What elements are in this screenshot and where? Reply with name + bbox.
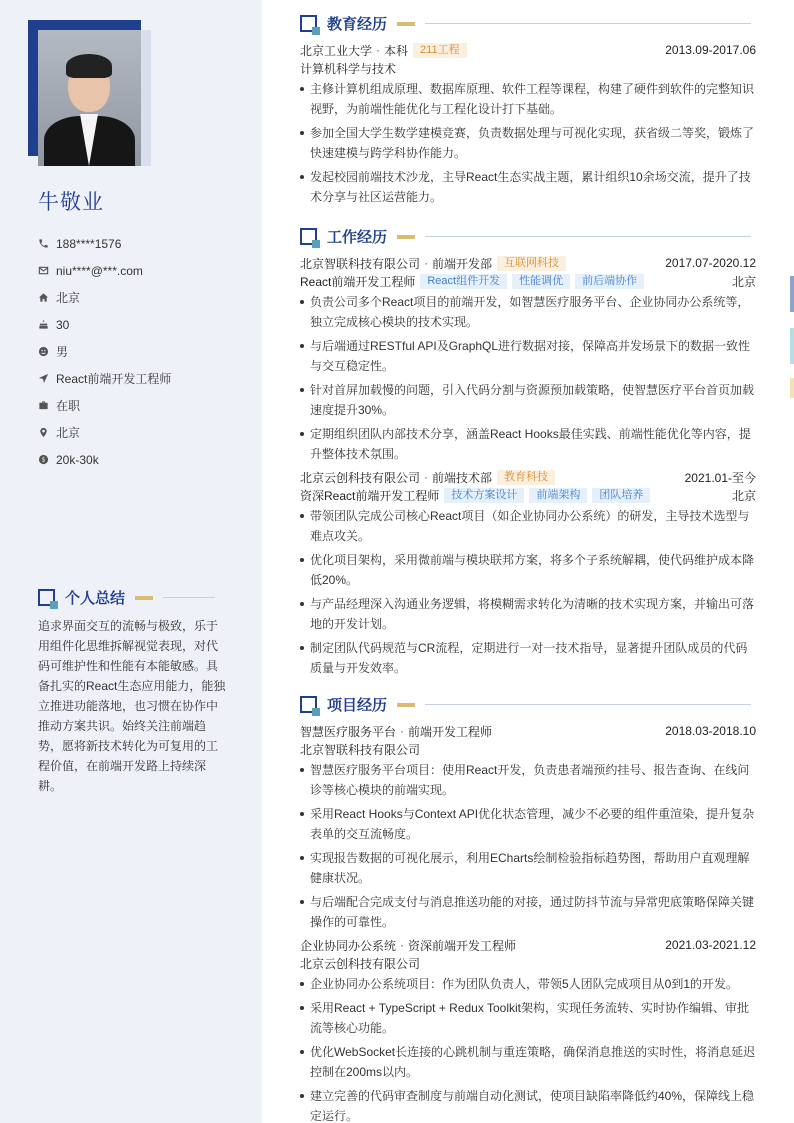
title-divider (425, 23, 751, 24)
project-bullets (300, 974, 756, 1123)
education-date: 2013.09-2017.06 (665, 43, 756, 57)
project-company: 北京智联科技有限公司 (300, 742, 421, 757)
project-header (300, 722, 756, 740)
project-bullets (300, 760, 756, 932)
salary-text: 20k-30k (56, 452, 99, 467)
location-icon (38, 427, 49, 438)
job-role: React前端开发工程师 (300, 274, 416, 289)
section-square-icon (38, 589, 55, 606)
job-date: 2021.01-至今 (684, 470, 756, 485)
city-text: 北京 (56, 291, 81, 305)
summary-title: 个人总结 (65, 590, 126, 607)
job-header (300, 254, 756, 272)
education-header (300, 41, 756, 59)
info-email (38, 257, 171, 284)
edge-decoration-gold (790, 378, 794, 398)
skill-tag: 性能调优 (512, 274, 570, 289)
section-square-icon (300, 15, 317, 32)
project-company-row (300, 740, 756, 758)
list-item: 针对首屏加载慢的问题，引入代码分割与资源预加载策略，使智慧医疗平台首页加载速度提升30%。 (300, 380, 756, 420)
industry-tag: 互联网科技 (497, 256, 566, 271)
work-section-title (300, 226, 751, 247)
job-date: 2017.07-2020.12 (665, 256, 756, 270)
contact-info-list (38, 230, 171, 473)
list-item: 定期组织团队内部技术分享，涵盖React Hooks最佳实践、前端性能优化等内容，提升整体技术氛围。 (300, 424, 756, 464)
separator: · (400, 724, 405, 738)
job-bullets (300, 506, 756, 678)
work-title: 工作经历 (327, 229, 388, 246)
edge-decoration-blue (790, 276, 794, 312)
title-divider (425, 236, 751, 237)
school-tag: 211工程 (413, 43, 467, 58)
education-title: 教育经历 (327, 16, 388, 33)
job-role: 资深React前端开发工程师 (300, 488, 440, 503)
title-accent-bar (135, 596, 153, 600)
title-accent-bar (397, 22, 415, 26)
gender-text: 男 (56, 345, 69, 359)
face-icon (38, 346, 49, 357)
job-role-row (300, 272, 756, 290)
info-salary (38, 446, 171, 473)
project-date: 2021.03-2021.12 (665, 938, 756, 952)
job-role-row (300, 486, 756, 504)
home-icon (38, 292, 49, 303)
project-name: 智慧医疗服务平台 (300, 724, 397, 739)
sidebar (0, 0, 262, 1123)
job-city: 北京 (731, 488, 756, 503)
job-header (300, 468, 756, 486)
title-divider (163, 597, 215, 598)
list-item: 参加全国大学生数学建模竞赛，负责数据处理与可视化实现，获省级二等奖，锻炼了快速建模与跨学科协作能力。 (300, 123, 756, 163)
department: 前端开发部 (432, 256, 493, 271)
projects-title: 项目经历 (327, 697, 388, 714)
phone-text: 188****1576 (56, 236, 122, 251)
list-item: 带领团队完成公司核心React项目（如企业协同办公系统）的研发，主导技术选型与难点攻关。 (300, 506, 756, 546)
info-age (38, 311, 171, 338)
info-status (38, 392, 171, 419)
list-item: 优化WebSocket长连接的心跳机制与重连策略，确保消息推送的实时性，将消息延迟控制在200ms以内。 (300, 1042, 756, 1082)
edge-decoration-teal (790, 328, 794, 364)
list-item: 制定团队代码规范与CR流程，定期进行一对一技术指导，显著提升团队成员的代码质量与开发效率。 (300, 638, 756, 678)
project-company-row (300, 954, 756, 972)
school-name: 北京工业大学 (300, 43, 373, 58)
list-item: 主修计算机组成原理、数据库原理、软件工程等课程，构建了硬件到软件的完整知识视野，为前端性能优化与工程化设计打下基础。 (300, 79, 756, 119)
major-row (300, 59, 756, 77)
project-date: 2018.03-2018.10 (665, 724, 756, 738)
skill-tag: 技术方案设计 (444, 488, 524, 503)
list-item: 与后端配合完成支付与消息推送功能的对接，通过防抖节流与异常兜底策略保障关键操作的可靠性。 (300, 892, 756, 932)
profile-name: 牛敬业 (38, 191, 104, 214)
degree: 本科 (384, 43, 409, 58)
list-item: 与产品经理深入沟通业务逻辑，将模糊需求转化为清晰的技术实现方案，并输出可落地的开发计划。 (300, 594, 756, 634)
work-section (300, 254, 756, 682)
info-position (38, 365, 171, 392)
industry-tag: 教育科技 (497, 470, 555, 485)
age-text: 30 (56, 317, 70, 332)
title-divider (425, 704, 751, 705)
skill-tag: 前后端协作 (575, 274, 644, 289)
education-bullets (300, 79, 756, 207)
job-bullets (300, 292, 756, 464)
briefcase-icon (38, 400, 49, 411)
avatar (28, 20, 152, 166)
project-role: 前端开发工程师 (408, 724, 493, 739)
info-target-city (38, 419, 171, 446)
job-city: 北京 (731, 274, 756, 289)
major: 计算机科学与技术 (300, 61, 397, 76)
list-item: 与后端通过RESTful API及GraphQL进行数据对接，保障高并发场景下的数据一致性与交互稳定性。 (300, 336, 756, 376)
list-item: 负责公司多个React项目的前端开发，如智慧医疗服务平台、企业协同办公系统等，独立完成核心模块的技术实现。 (300, 292, 756, 332)
summary-text: 追求界面交互的流畅与极致，乐于用组件化思维拆解视觉表现，对代码可维护性和性能有本能敏感。具备扎实的React生态应用能力，能独立推进功能落地，也习惯在协作中推动方案共识。始终关注前端趋势，愿将新技术转化为可复用的工程价值，在前端开发路上持续深耕。 (38, 619, 226, 793)
info-phone (38, 230, 171, 257)
list-item: 企业协同办公系统项目：作为团队负责人，带领5人团队完成项目从0到1的开发。 (300, 974, 756, 994)
project-role: 资深前端开发工程师 (408, 938, 517, 953)
company-name: 北京云创科技有限公司 (300, 470, 421, 485)
separator: · (424, 256, 429, 270)
list-item: 实现报告数据的可视化展示，利用ECharts绘制检验指标趋势图，帮助用户直观理解健康状况。 (300, 848, 756, 888)
phone-icon (38, 238, 49, 249)
list-item: 采用React Hooks与Context API优化状态管理，减少不必要的组件重渲染，提升复杂表单的交互流畅度。 (300, 804, 756, 844)
skill-tag: React组件开发 (420, 274, 507, 289)
status-text: 在职 (56, 399, 81, 413)
mail-icon (38, 265, 49, 276)
list-item: 智慧医疗服务平台项目：使用React开发，负责患者端预约挂号、报告查询、在线问诊等核心模块的前端实现。 (300, 760, 756, 800)
section-square-icon (300, 696, 317, 713)
company-name: 北京智联科技有限公司 (300, 256, 421, 271)
money-icon (38, 454, 49, 465)
send-icon (38, 373, 49, 384)
project-company: 北京云创科技有限公司 (300, 956, 421, 971)
project-name: 企业协同办公系统 (300, 938, 397, 953)
list-item: 优化项目架构，采用微前端与模块联邦方案，将多个子系统解耦，使代码维护成本降低20%。 (300, 550, 756, 590)
list-item: 建立完善的代码审查制度与前端自动化测试，使项目缺陷率降低约40%，保障线上稳定运行。 (300, 1086, 756, 1123)
position-text: React前端开发工程师 (56, 372, 172, 386)
list-item: 发起校园前端技术沙龙，主导React生态实战主题，累计组织10余场交流，提升了技术分享与社区运营能力。 (300, 167, 756, 207)
education-section-title (300, 13, 751, 34)
department: 前端技术部 (432, 470, 493, 485)
education-section (300, 41, 756, 211)
info-city (38, 284, 171, 311)
separator: · (424, 470, 429, 484)
svg-text:$: $ (41, 456, 46, 464)
project-header (300, 936, 756, 954)
cake-icon (38, 319, 49, 330)
target-city-text: 北京 (56, 426, 81, 440)
section-square-icon (300, 228, 317, 245)
title-accent-bar (397, 235, 415, 239)
title-accent-bar (397, 703, 415, 707)
skill-tag: 前端架构 (529, 488, 587, 503)
skill-tag: 团队培养 (592, 488, 650, 503)
separator: · (400, 938, 405, 952)
projects-section-title (300, 694, 751, 715)
list-item: 采用React + TypeScript + Redux Toolkit架构，实现任务流转、实时协作编辑、审批流等核心功能。 (300, 998, 756, 1038)
email-text: niu****@***.com (56, 263, 143, 278)
profile-photo (38, 30, 141, 166)
projects-section (300, 722, 756, 1123)
summary-section-title (38, 587, 215, 608)
separator: · (376, 43, 381, 57)
info-gender (38, 338, 171, 365)
